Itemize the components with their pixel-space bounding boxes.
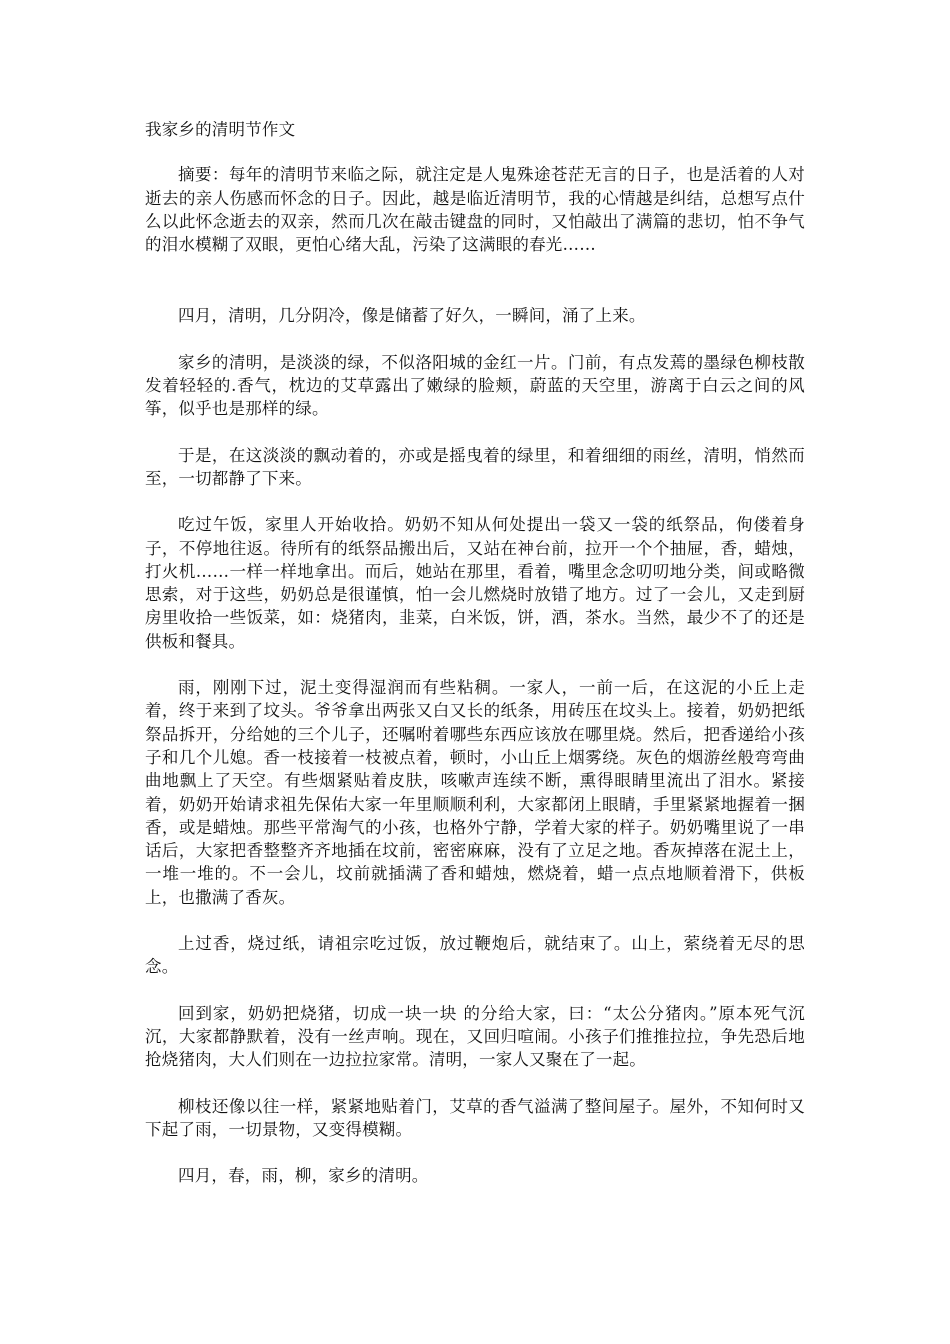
body-paragraph: 四月，清明，几分阴冷，像是储蓄了好久，一瞬间，涌了上来。 <box>178 306 646 326</box>
abstract-paragraph: 摘要：每年的清明节来临之际，就注定是人鬼殊途苍茫无言的日子，也是活着的人对逝去的亲人伤感而怀念的日子。因此，越是临近清明节，我的心情越是纠结，总想写点什么以此怀念逝去的双亲，然而几次在敲击键盘的同时，又怕敲出了满篇的悲切，怕不争气的泪水模糊了双眼，更怕心绪大乱，污染了这满眼的春光…… <box>145 165 805 255</box>
body-paragraph: 雨，刚刚下过，泥土变得湿润而有些粘稠。一家人，一前一后，在这泥的小丘上走着，终于来到了坟头。爷爷拿出两张又白又长的纸条，用砖压在坟头上。接着，奶奶把纸祭品拆开，分给她的三个儿子，还嘱咐着哪些东西应该放在哪里烧。然后，把香递给小孩子和几个儿媳。香一枝接着一枝被点着，顿时，小山丘上烟雾绕。灰色的烟游丝般弯弯曲曲地飘上了天空。有些烟紧贴着皮肤，咳嗽声连续不断，熏得眼睛里流出了泪水。紧接着，奶奶开始请求祖先保佑大家一年里顺顺利利，大家都闭上眼睛，手里紧紧地握着一捆香，或是蜡烛。那些平常淘气的小孩，也格外宁静，学着大家的样子。奶奶嘴里说了一串话后，大家把香整整齐齐地插在坟前，密密麻麻，没有了立足之地。香灰掉落在泥土上，一堆一堆的。不一会儿，坟前就插满了香和蜡烛，燃烧着，蜡一点点地顺着滑下，供板上，也撒满了香灰。 <box>145 678 805 907</box>
body-paragraph: 吃过午饭，家里人开始收拾。奶奶不知从何处提出一袋又一袋的纸祭品，佝偻着身子，不停地往返。待所有的纸祭品搬出后，又站在神台前，拉开一个个抽屉，香，蜡烛，打火机……一样一样地拿出。而后，她站在那里，看着，嘴里念念叨叨地分类，间或略微思索，对于这些，奶奶总是很谨慎，怕一会儿燃烧时放错了地方。过了一会儿，又走到厨房里收拾一些饭菜，如：烧猪肉，韭菜，白米饭，饼，酒，茶水。当然，最少不了的还是供板和餐具。 <box>145 515 805 651</box>
body-paragraph: 柳枝还像以往一样，紧紧地贴着门，艾草的香气溢满了整间屋子。屋外，不知何时又下起了雨，一切景物，又变得模糊。 <box>145 1096 805 1139</box>
body-paragraph: 家乡的清明，是淡淡的绿，不似洛阳城的金红一片。门前，有点发蔫的墨绿色柳枝散发着轻轻的.香气，枕边的艾草露出了嫩绿的脸颊，蔚蓝的天空里，游离于白云之间的风筝，似乎也是那样的绿。 <box>145 352 805 419</box>
body-paragraph: 回到家，奶奶把烧猪，切成一块一块 的分给大家，曰：“太公分猪肉。”原本死气沉沉，大家都静默着，没有一丝声响。现在，又回归喧闹。小孩子们推推拉拉，争先恐后地抢烧猪肉，大人们则在一边拉拉家常。清明，一家人又聚在了一起。 <box>145 1003 805 1070</box>
document-title: 我家乡的清明节作文 <box>145 120 296 139</box>
body-paragraph: 上过香，烧过纸，请祖宗吃过饭，放过鞭炮后，就结束了。山上，萦绕着无尽的思念。 <box>145 934 805 977</box>
body-paragraph: 于是，在这淡淡的飘动着的，亦或是摇曳着的绿里，和着细细的雨丝，清明，悄然而至，一切都静了下来。 <box>145 445 805 488</box>
body-paragraph: 四月，春，雨，柳，家乡的清明。 <box>178 1166 429 1186</box>
document-page <box>145 118 805 1210</box>
